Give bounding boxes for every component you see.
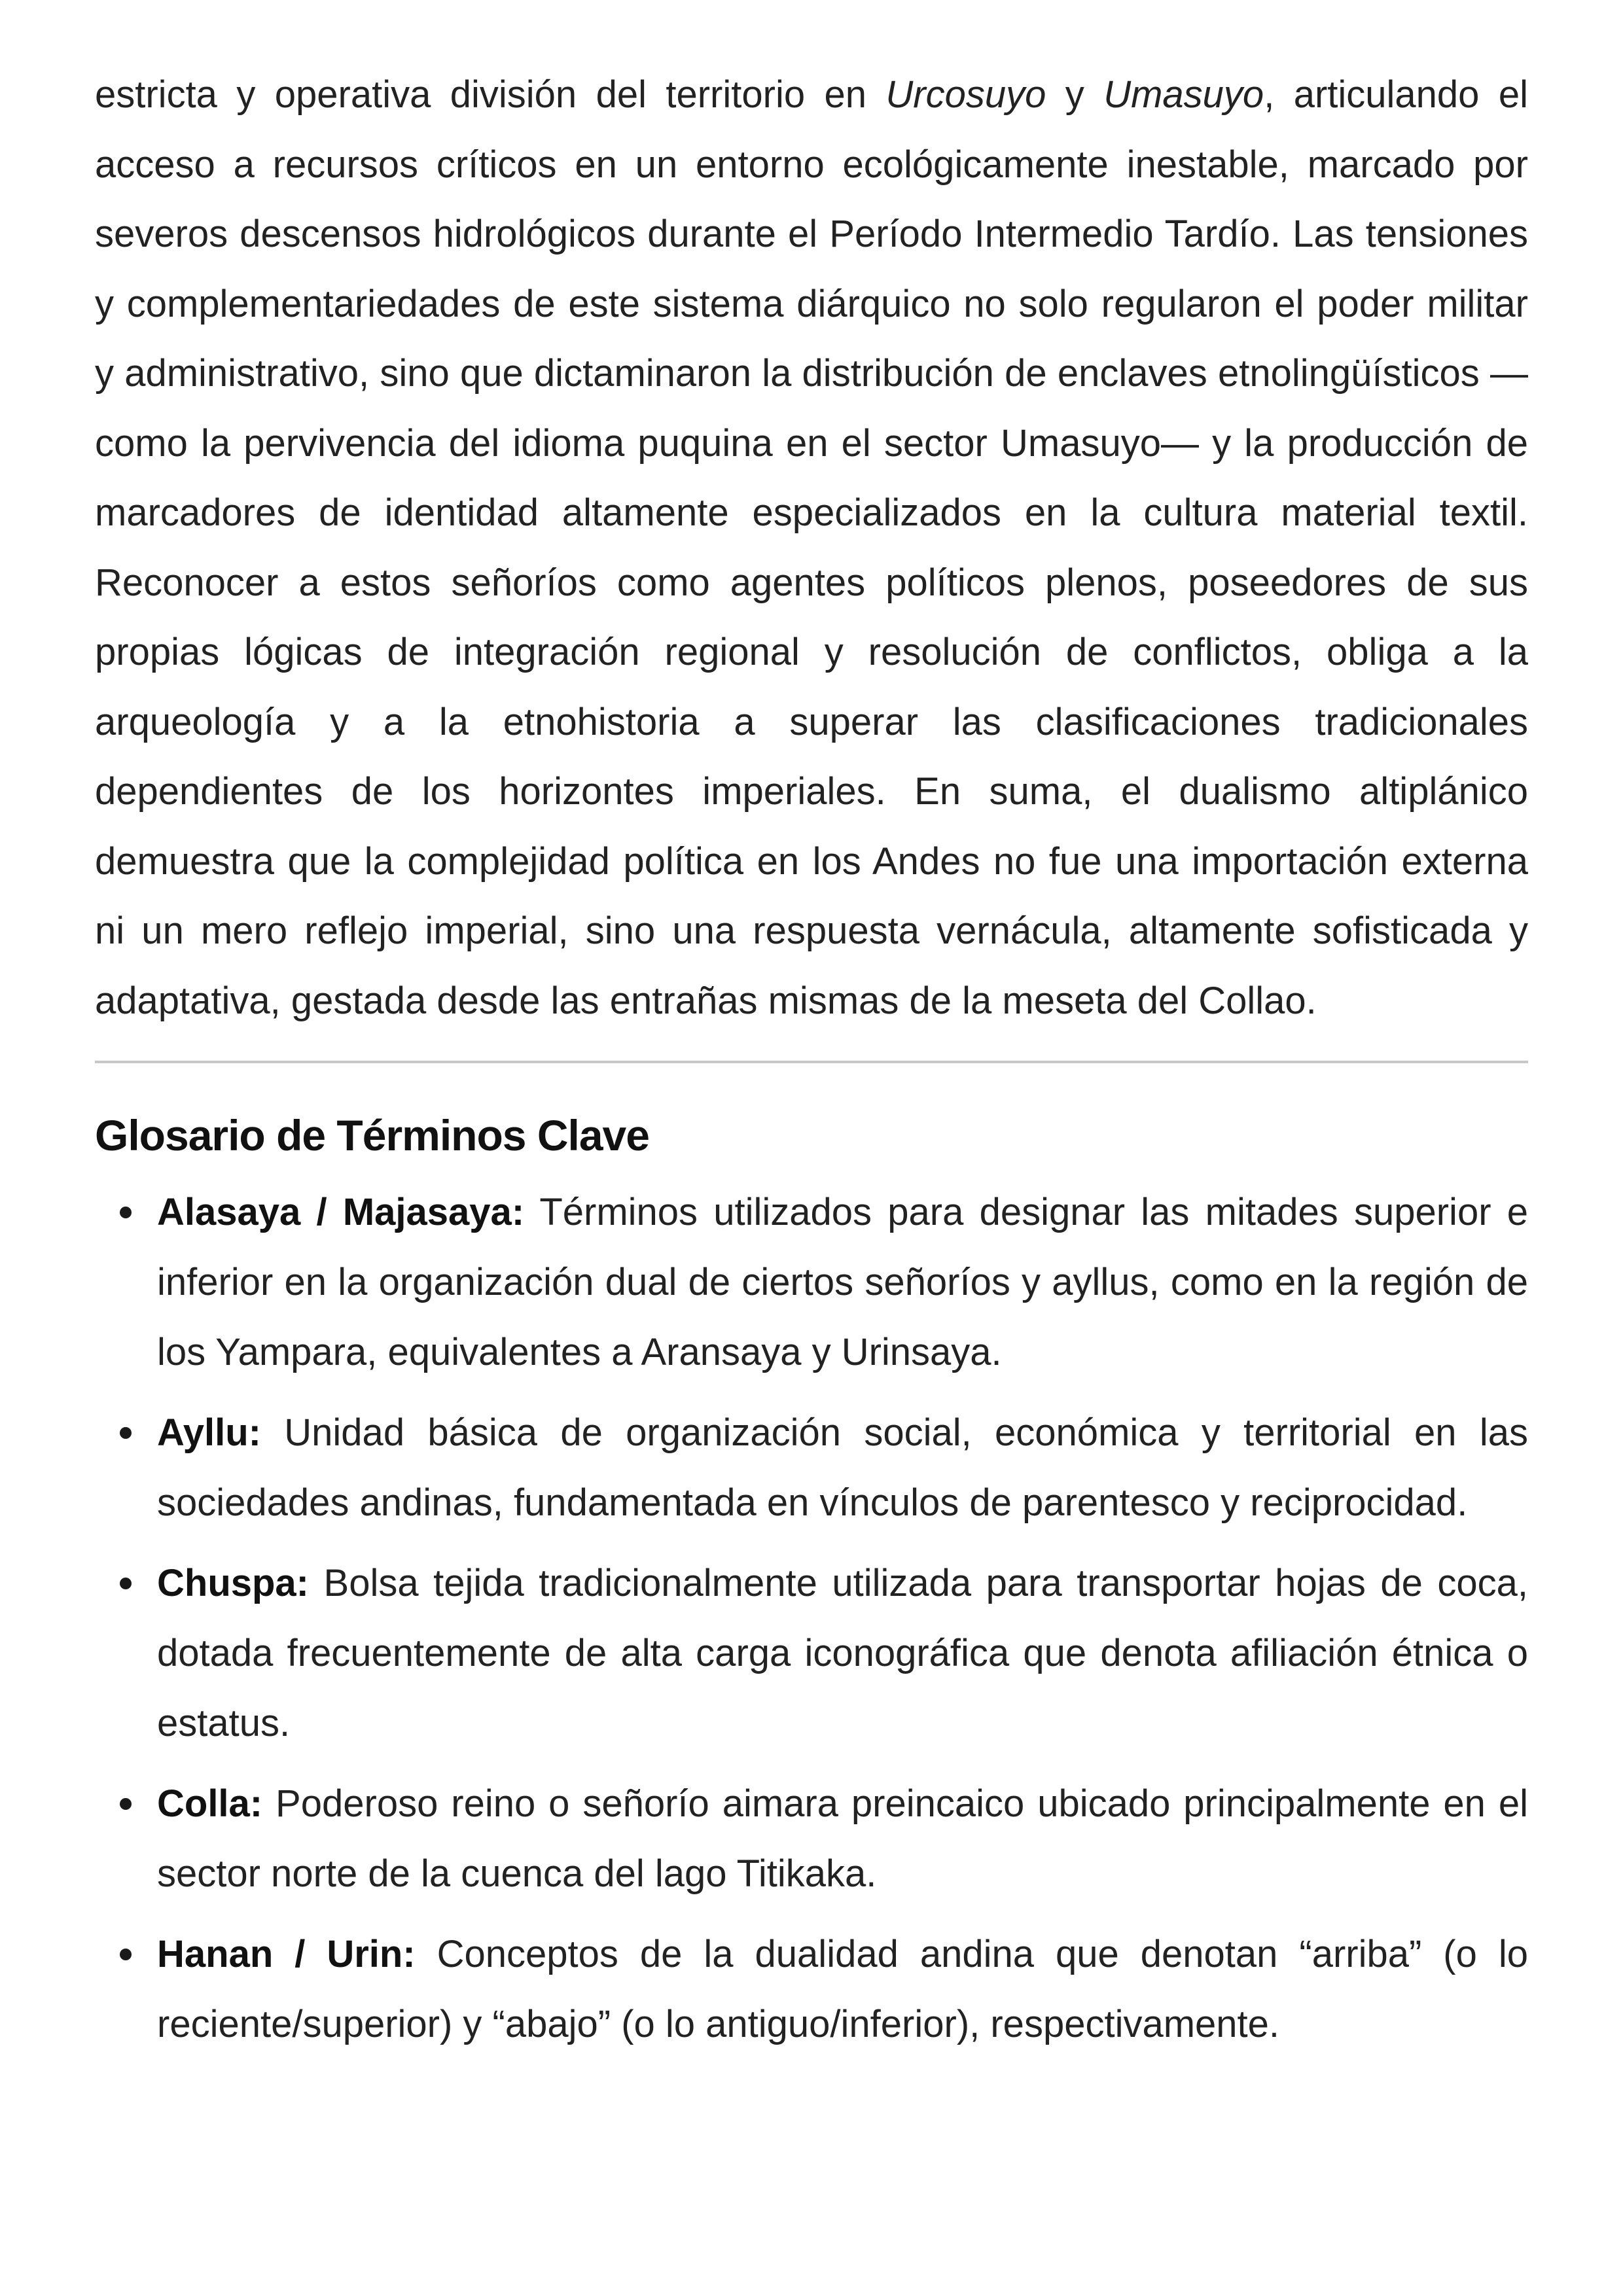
- bullet-icon: [120, 1798, 132, 1810]
- glossary-term: Chuspa:: [157, 1562, 309, 1604]
- glossary-term: Ayllu:: [157, 1411, 261, 1454]
- paragraph-text-2: y: [1046, 73, 1104, 116]
- glossary-item-chuspa: [95, 1548, 1528, 1758]
- bullet-icon: [120, 1578, 132, 1589]
- section-divider: [95, 1061, 1528, 1063]
- bullet-icon: [120, 1427, 132, 1439]
- glossary-definition: Bolsa tejida tradicionalmente utilizada para transportar hojas de coca, dotada frecuentemente de alta carga iconográfica que denota afiliación étnica o estatus.: [157, 1562, 1528, 1744]
- glossary-item-colla: [95, 1769, 1528, 1909]
- glossary-definition: Poderoso reino o señorío aimara preincaico ubicado principalmente en el sector norte de la cuenca del lago Titikaka.: [157, 1782, 1528, 1895]
- glossary-term: Hanan / Urin:: [157, 1933, 416, 1975]
- glossary-definition: Unidad básica de organización social, económica y territorial en las sociedades andinas, fundamentada en vínculos de parentesco y reciprocidad.: [157, 1411, 1528, 1524]
- glossary-definition: Conceptos de la dualidad andina que denotan “arriba” (o lo reciente/superior) y “abajo” (o lo antiguo/inferior), respectivamente.: [157, 1933, 1528, 2045]
- glossary-list: [95, 1177, 1528, 2059]
- glossary-term: Alasaya / Majasaya:: [157, 1191, 525, 1233]
- urcosuyo-term: Urcosuyo: [885, 73, 1046, 116]
- document-page: [95, 60, 1528, 2070]
- glossary-item-ayllu: [95, 1398, 1528, 1538]
- glossary-item-hanan-urin: [95, 1919, 1528, 2059]
- bullet-icon: [120, 1949, 132, 1960]
- glossary-definition: Términos utilizados para designar las mitades superior e inferior en la organización dual de ciertos señoríos y ayllus, como en la región de los Yampara, equivalentes a Aransaya y Urinsaya.: [157, 1191, 1528, 1373]
- umasuyo-term: Umasuyo: [1103, 73, 1264, 116]
- body-paragraph: [95, 60, 1528, 1036]
- paragraph-text-1: estricta y operativa división del territorio en: [95, 73, 886, 116]
- glossary-heading: Glosario de Términos Clave: [95, 1111, 649, 1159]
- paragraph-text-3: , articulando el acceso a recursos críticos en un entorno ecológicamente inestable, marcado por severos descensos hidrológicos durante el Período Intermedio Tardío. Las tensiones y complementariedades de este sistema diárquico no solo regularon el poder militar y administrativo, sino que dictaminaron la distribución de enclaves etnolingüísticos —como la pervivencia del idioma puquina en el sector Umasuyo— y la producción de marcadores de identidad altamente especializados en la cultura material textil. Reconocer a estos señoríos como agentes políticos plenos, poseedores de sus propias lógicas de integración regional y resolución de conflictos, obliga a la arqueología y a la etnohistoria a superar las clasificaciones tradicionales dependientes de los horizontes imperiales. En suma, el dualismo altiplánico demuestra que la complejidad política en los Andes no fue una importación externa ni un mero reflejo imperial, sino una respuesta vernácula, altamente sofisticada y adaptativa, gestada desde las entrañas mismas de la meseta del Collao.: [95, 73, 1528, 1022]
- glossary-term: Colla:: [157, 1782, 263, 1825]
- bullet-icon: [120, 1207, 132, 1218]
- glossary-item-alasaya-majasaya: [95, 1177, 1528, 1387]
